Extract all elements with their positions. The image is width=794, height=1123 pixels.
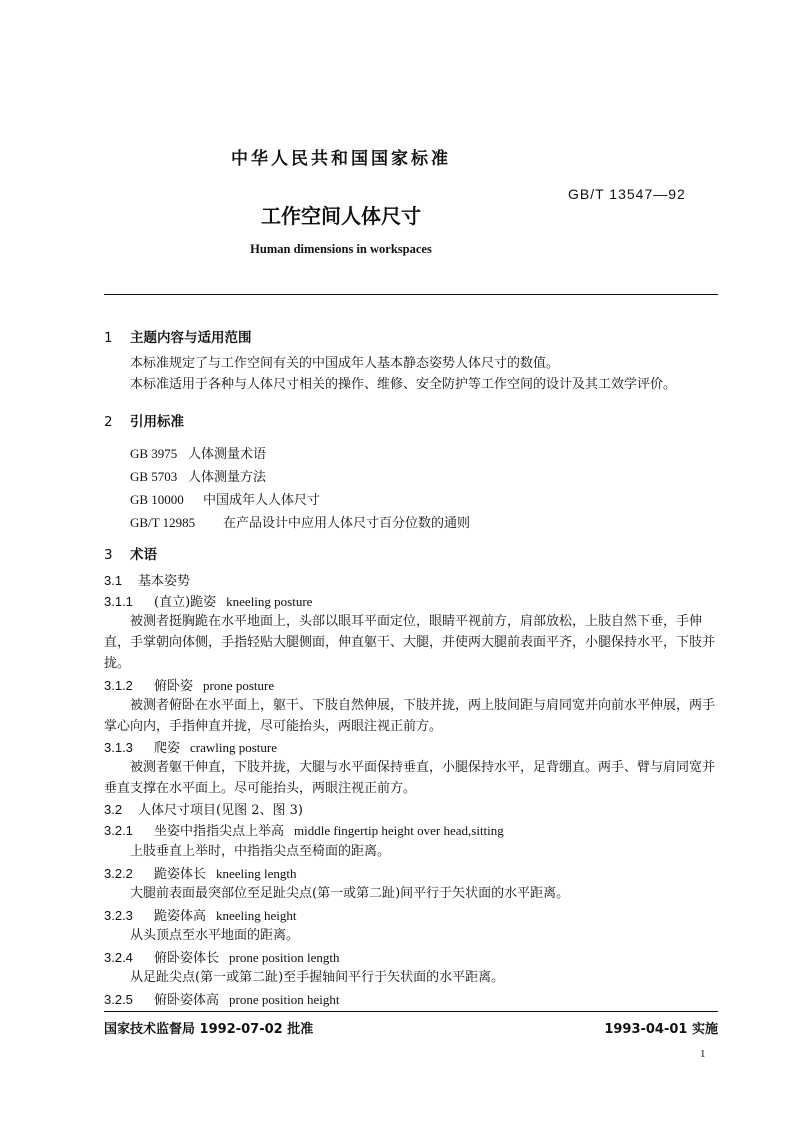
- definition-3-2-2: 大腿前表面最突部位至足趾尖点(第一或第二趾)间平行于矢状面的水平距离。: [130, 886, 570, 901]
- subsection-english-term: kneeling length: [216, 866, 297, 881]
- standard-code: GB/T 13547—92: [568, 186, 686, 202]
- subsection-number: 3.2: [104, 802, 123, 817]
- reference-code: GB/T 12985: [130, 515, 196, 530]
- subsection-number: 3.1.3: [104, 740, 133, 755]
- subsection-title: 俯卧姿体长: [154, 951, 220, 966]
- subsection-3-2-2: [104, 863, 297, 882]
- page-number: 1: [700, 1048, 706, 1060]
- subsection-number: 3.2.1: [104, 823, 133, 838]
- subsection-english-term: middle fingertip height over head,sitting: [294, 823, 504, 838]
- subsection-3-2-4: [104, 947, 340, 966]
- subsection-english-term: crawling posture: [190, 740, 278, 755]
- reference-item: [130, 466, 266, 485]
- subsection-number: 3.1.1: [104, 594, 133, 609]
- subsection-number: 3.2.2: [104, 866, 133, 881]
- document-title: 工作空间人体尺寸: [261, 204, 421, 228]
- reference-item: [130, 512, 470, 531]
- subsection-3-2-3: [104, 905, 297, 924]
- subsection-title: 人体尺寸项目(见图 2、图 3): [138, 803, 303, 818]
- subsection-title: 基本姿势: [138, 574, 191, 589]
- definition-3-1-2: 被测者俯卧在水平面上，躯干、下肢自然伸展，下肢并拢，两上肢间距与肩同宽并向前水平伸展，两手掌心向内，手指伸直并拢，尽可能抬头，两眼注视正前方。: [104, 698, 716, 734]
- definition-3-1-1: 被测者挺胸跪在水平地面上，头部以眼耳平面定位，眼睛平视前方，肩部放松，上肢自然下垂，手伸直，手掌朝向体侧，手指轻贴大腿侧面，伸直躯干、大腿，并使两大腿前表面平齐，小腿保持水平，下肢并拢。: [104, 614, 716, 671]
- reference-item: [130, 443, 266, 462]
- reference-code: GB 10000: [130, 492, 184, 507]
- definition-3-2-4: 从足趾尖点(第一或第二趾)至手握轴间平行于矢状面的水平距离。: [130, 970, 505, 985]
- section-1-paragraph-2: 本标准适用于各种与人体尺寸相关的操作、维修、安全防护等工作空间的设计及其工效学评价。: [130, 377, 677, 392]
- reference-name: 中国成年人人体尺寸: [203, 493, 321, 508]
- subsection-3-1-3: [104, 737, 277, 756]
- reference-code: GB 3975: [130, 446, 178, 461]
- reference-name: 人体测量方法: [188, 470, 267, 485]
- subsection-number: 3.2.4: [104, 950, 133, 965]
- reference-code: GB 5703: [130, 469, 178, 484]
- section-number: 3: [104, 547, 113, 563]
- section-3-heading: [104, 543, 157, 563]
- subsection-title: (直立)跪姿: [154, 595, 217, 610]
- subsection-3-1-2: [104, 675, 274, 694]
- section-1-heading: [104, 326, 252, 346]
- section-1-paragraph-1: 本标准规定了与工作空间有关的中国成年人基本静态姿势人体尺寸的数值。: [130, 356, 560, 371]
- section-number: 1: [104, 330, 113, 346]
- implementation-line: 1993-04-01 实施: [604, 1022, 718, 1037]
- reference-name: 人体测量术语: [188, 447, 267, 462]
- subsection-3-2: [104, 799, 303, 818]
- subsection-number: 3.1.2: [104, 678, 133, 693]
- subsection-english-term: prone position length: [229, 950, 340, 965]
- subsection-number: 3.2.5: [104, 992, 133, 1007]
- header-divider: [104, 294, 718, 295]
- section-2-heading: [104, 410, 184, 430]
- approval-line: 国家技术监督局 1992-07-02 批准: [104, 1022, 314, 1037]
- subsection-title: 爬姿: [154, 741, 181, 756]
- subsection-title: 跪姿体高: [154, 909, 207, 924]
- subsection-title: 跪姿体长: [154, 867, 207, 882]
- subsection-3-2-5: [104, 989, 340, 1008]
- subsection-number: 3.2.3: [104, 908, 133, 923]
- subsection-english-term: kneeling posture: [226, 594, 313, 609]
- footer-divider: [104, 1011, 718, 1012]
- subsection-number: 3.1: [104, 573, 123, 588]
- definition-3-1-3: 被测者躯干伸直，下肢并拢，大腿与水平面保持垂直，小腿保持水平，足背绷直。两手、臂与肩同宽并垂直支撑在水平面上。尽可能抬头，两眼注视正前方。: [104, 760, 716, 796]
- reference-name: 在产品设计中应用人体尺寸百分位数的通则: [223, 516, 471, 531]
- section-title: 引用标准: [130, 414, 184, 430]
- national-standard-heading: 中华人民共和国国家标准: [231, 149, 451, 169]
- section-number: 2: [104, 414, 113, 430]
- subsection-title: 俯卧姿体高: [154, 993, 220, 1008]
- subsection-english-term: kneeling height: [216, 908, 297, 923]
- subsection-english-term: prone position height: [229, 992, 340, 1007]
- reference-item: [130, 489, 320, 508]
- subsection-3-1: [104, 570, 190, 589]
- subsection-english-term: prone posture: [203, 678, 275, 693]
- subsection-3-1-1: [104, 591, 312, 610]
- subsection-title: 坐姿中指指尖点上举高: [154, 824, 285, 839]
- definition-3-2-3: 从头顶点至水平地面的距离。: [130, 928, 300, 943]
- section-title: 术语: [130, 547, 157, 563]
- subsection-title: 俯卧姿: [154, 679, 194, 694]
- definition-3-2-1: 上肢垂直上举时，中指指尖点至椅面的距离。: [130, 844, 391, 859]
- section-title: 主题内容与适用范围: [130, 330, 252, 346]
- document-title-english: Human dimensions in workspaces: [250, 242, 432, 256]
- subsection-3-2-1: [104, 820, 504, 839]
